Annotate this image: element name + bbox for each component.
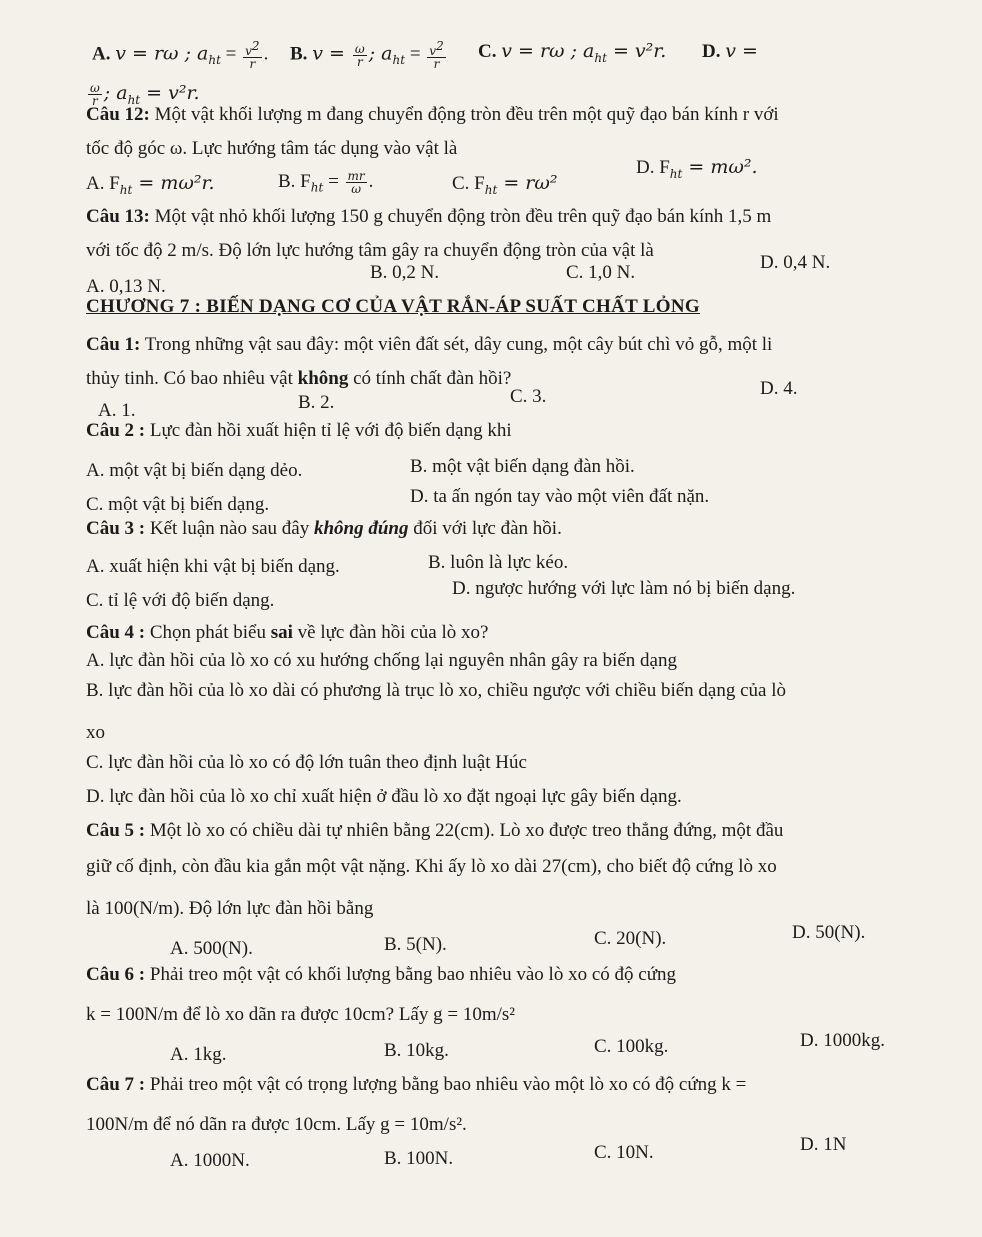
question-number: Câu 6 : <box>86 964 146 985</box>
option-text: B. 100N. <box>384 1148 454 1169</box>
equals: = <box>323 170 344 192</box>
option-text: C. F <box>452 173 485 194</box>
c5-stem-line2 <box>86 856 777 878</box>
option-text: A. 500(N). <box>170 938 253 959</box>
c3-option-b <box>428 552 568 574</box>
formula-text: v = rω ; a <box>115 42 209 65</box>
formula: = mω². <box>682 156 758 178</box>
q13-stem-line2 <box>86 240 654 262</box>
option-text: D. F <box>636 157 670 178</box>
c7-stem-line2 <box>86 1114 467 1136</box>
question-text: Chọn phát biểu <box>145 622 271 643</box>
option-text: C. tỉ lệ với độ biến dạng. <box>86 590 275 611</box>
subscript: ht <box>208 53 221 68</box>
c4-option-a <box>86 650 677 672</box>
question-text: Phải treo một vật có khối lượng bằng bao nhiêu vào lò xo có độ cứng <box>145 964 677 985</box>
c1-option-d <box>760 378 797 400</box>
fraction <box>346 170 367 195</box>
subscript: ht <box>484 182 498 197</box>
c6-stem-line1 <box>86 964 676 986</box>
question-text: Một lò xo có chiều dài tự nhiên bằng 22(cm). Lò xo được treo thẳng đứng, một đầu <box>145 820 784 841</box>
formula-text: v = <box>312 42 351 65</box>
equals: = <box>405 43 426 65</box>
c5-stem-line3 <box>86 898 373 920</box>
option-text: C. 10N. <box>594 1142 654 1163</box>
formula-text: v = <box>725 40 758 62</box>
denominator: ω <box>351 182 361 196</box>
c5-option-a <box>170 938 253 960</box>
question-text: thủy tinh. Có bao nhiêu vật <box>86 368 298 389</box>
option-label: B. <box>290 43 308 65</box>
question-text: Trong những vật sau đây: một viên đất sét, dây cung, một cây bút chì vỏ gỗ, một li <box>140 334 773 355</box>
numerator: ω <box>90 81 100 96</box>
c7-option-a <box>170 1150 250 1172</box>
formula-tail: = v²r. <box>140 82 200 104</box>
emphasis: không đúng <box>313 518 409 539</box>
question-text: Phải treo một vật có trọng lượng bằng bao nhiêu vào một lò xo có độ cứng k = <box>145 1074 747 1095</box>
option-text: xo <box>86 722 105 743</box>
option-text: D. 1000kg. <box>800 1030 885 1051</box>
question-text: Một vật khối lượng m đang chuyển động tròn đều trên một quỹ đạo bán kính r với <box>149 104 779 125</box>
option-text: A. F <box>86 173 120 194</box>
question-number: Câu 13: <box>86 206 150 227</box>
c3-option-d <box>452 578 795 600</box>
subscript: ht <box>392 53 406 68</box>
q12-option-d <box>636 156 758 185</box>
question-text: đối với lực đàn hồi. <box>408 518 562 539</box>
question-number: Câu 12: <box>86 104 150 125</box>
option-text: D. 1N <box>800 1134 847 1155</box>
option-text: A. 0,13 N. <box>86 276 166 297</box>
question-text: Kết luận nào sau đây <box>145 518 314 539</box>
emphasis: sai <box>270 622 293 643</box>
numerator: ω <box>354 41 365 56</box>
c1-option-b <box>298 392 334 414</box>
option-text: A. 1kg. <box>170 1044 227 1065</box>
q12-option-b: B. $F_{ht}$ = $\frac{mr}{\omega}$ . <box>278 169 374 196</box>
question-text: có tính chất đàn hồi? <box>348 368 512 389</box>
option-text: D. 50(N). <box>792 922 866 943</box>
emphasis: không <box>297 368 349 389</box>
question-number: Câu 7 : <box>86 1074 146 1095</box>
formula: = rω² <box>497 172 558 194</box>
subscript: ht <box>594 50 607 65</box>
chapter-heading: CHƯƠNG 7 : BIẾN DẠNG CƠ CỦA VẬT RẮN-ÁP SUẤT CHẤT LỎNG <box>86 296 700 317</box>
q12-stem-line2 <box>86 138 457 160</box>
q13-option-d <box>760 252 830 274</box>
q12-stem-line1 <box>86 104 779 126</box>
option-text: B. F <box>278 170 311 192</box>
option-text: C. 1,0 N. <box>566 262 636 283</box>
c7-option-d <box>800 1134 846 1156</box>
q12-option-a <box>86 172 215 201</box>
question-number: Câu 3 : <box>86 518 146 539</box>
question-text: giữ cố định, còn đầu kia gắn một vật nặng. Khi ấy lò xo dài 27(cm), cho biết độ cứng lò xo <box>86 856 777 877</box>
option-text: D. 4. <box>760 378 798 399</box>
option-text: B. 2. <box>298 392 335 413</box>
question-number: Câu 1: <box>86 334 141 355</box>
question-text: về lực đàn hồi của lò xo? <box>292 622 489 643</box>
c4-stem <box>86 622 488 644</box>
question-text: 100N/m để nó dãn ra được 10cm. Lấy g = 10m/s². <box>86 1114 467 1135</box>
option-text: C. 3. <box>510 386 547 407</box>
c7-stem-line1 <box>86 1074 746 1096</box>
c2-option-c <box>86 494 269 516</box>
denominator: r <box>433 57 440 71</box>
option-text: D. lực đàn hồi của lò xo chỉ xuất hiện ở đầu lò xo đặt ngoại lực gây biến dạng. <box>86 786 682 807</box>
question-number: Câu 5 : <box>86 820 146 841</box>
option-text: C. lực đàn hồi của lò xo có độ lớn tuân theo định luật Húc <box>86 752 527 773</box>
numerator: mr <box>347 169 365 183</box>
subscript: ht <box>119 182 133 197</box>
option-text: B. một vật biến dạng đàn hồi. <box>410 456 635 477</box>
question-text: với tốc độ 2 m/s. Độ lớn lực hướng tâm gây ra chuyển động tròn của vật là <box>86 240 654 261</box>
option-text: C. một vật bị biến dạng. <box>86 494 270 515</box>
prev-option-b: B. v = $\frac{\omega}{r}$ ; $a_{ht}$ = $\frac{v^2}{r}$ <box>290 39 444 71</box>
c2-option-b <box>410 456 635 478</box>
c6-option-d <box>800 1030 885 1052</box>
c2-option-a <box>86 460 302 482</box>
option-text: D. 0,4 N. <box>760 252 831 273</box>
fraction: $\frac{v^2}{r}$ <box>245 39 260 71</box>
question-text: Lực đàn hồi xuất hiện tỉ lệ với độ biến dạng khi <box>145 420 512 441</box>
question-number: Câu 2 : <box>86 420 146 441</box>
c1-stem-line1 <box>86 334 772 356</box>
prev-option-a: A. v = rω ; $a_{ht}$ = $\frac{v^2}{r}$ . <box>92 39 269 71</box>
question-text: Một vật nhỏ khối lượng 150 g chuyển động tròn đều trên quỹ đạo bán kính 1,5 m <box>149 206 772 227</box>
option-text: A. 1. <box>98 400 136 421</box>
numerator: v <box>429 44 437 58</box>
c6-option-a <box>170 1044 226 1066</box>
option-text: B. luôn là lực kéo. <box>428 552 569 573</box>
c1-option-c <box>510 386 546 408</box>
c5-stem-line1 <box>86 820 783 842</box>
option-label: C. <box>478 41 497 62</box>
c2-option-d <box>410 486 709 508</box>
option-text: C. 20(N). <box>594 928 667 949</box>
c6-stem-line2 <box>86 1004 515 1026</box>
c7-option-c <box>594 1142 654 1164</box>
subscript: ht <box>127 92 141 107</box>
numerator: v <box>245 44 252 58</box>
c1-option-a <box>98 400 135 422</box>
c3-option-a <box>86 556 340 578</box>
c3-stem <box>86 518 562 540</box>
option-text: B. lực đàn hồi của lò xo dài có phương là trục lò xo, chiều ngược với chiều biến dạng của lò <box>86 680 786 701</box>
question-text: tốc độ góc ω. Lực hướng tâm tác dụng vào vật là <box>86 138 458 159</box>
c3-option-c <box>86 590 274 612</box>
fraction: $\frac{v^2}{r}$ <box>429 39 444 71</box>
q13-option-c <box>566 262 635 284</box>
fraction <box>353 43 367 68</box>
denominator: r <box>92 94 98 109</box>
c2-stem <box>86 420 512 442</box>
option-label: D. <box>702 41 721 62</box>
option-text: D. ngược hướng với lực làm nó bị biến dạng. <box>452 578 796 599</box>
c1-stem-line2 <box>86 368 511 390</box>
denominator: r <box>249 57 256 71</box>
subscript: ht <box>669 166 683 181</box>
c4-option-d <box>86 786 682 808</box>
prev-option-c <box>478 40 666 69</box>
c5-option-c <box>594 928 666 950</box>
subscript: ht <box>310 180 324 195</box>
formula: = mω²r. <box>132 172 215 194</box>
option-text: A. lực đàn hồi của lò xo có xu hướng chống lại nguyên nhân gây ra biến dạng <box>86 650 677 671</box>
formula-text: v = rω ; a <box>501 40 595 62</box>
c6-option-c <box>594 1036 668 1058</box>
c6-option-b <box>384 1040 449 1062</box>
question-text: k = 100N/m để lò xo dãn ra được 10cm? Lấy g = 10m/s² <box>86 1004 515 1025</box>
c5-option-d <box>792 922 865 944</box>
option-text: A. 1000N. <box>170 1150 250 1171</box>
q13-option-a <box>86 276 166 298</box>
c4-option-c <box>86 752 527 774</box>
prev-option-d <box>702 40 758 63</box>
option-text: B. 5(N). <box>384 934 447 955</box>
option-text: C. 100kg. <box>594 1036 669 1057</box>
formula-tail: = v²r. <box>606 40 667 62</box>
q13-option-b <box>370 262 439 284</box>
c4-option-b-line2 <box>86 722 105 744</box>
option-text: D. ta ấn ngón tay vào một viên đất nặn. <box>410 486 710 507</box>
q13-stem-line1 <box>86 206 771 228</box>
option-text: B. 0,2 N. <box>370 262 440 283</box>
c5-option-b <box>384 934 447 956</box>
c4-option-b-line1 <box>86 680 786 702</box>
equals: = <box>220 43 242 65</box>
option-text: A. xuất hiện khi vật bị biến dạng. <box>86 556 340 577</box>
option-text: A. một vật bị biến dạng dẻo. <box>86 460 303 481</box>
question-text: là 100(N/m). Độ lớn lực đàn hồi bằng <box>86 898 374 919</box>
option-label: A. <box>92 43 111 65</box>
denominator: r <box>356 54 363 69</box>
c7-option-b <box>384 1148 453 1170</box>
q12-option-c <box>452 172 558 201</box>
option-text: B. 10kg. <box>384 1040 449 1061</box>
formula-text: ; a <box>103 82 128 104</box>
question-number: Câu 4 : <box>86 622 146 643</box>
